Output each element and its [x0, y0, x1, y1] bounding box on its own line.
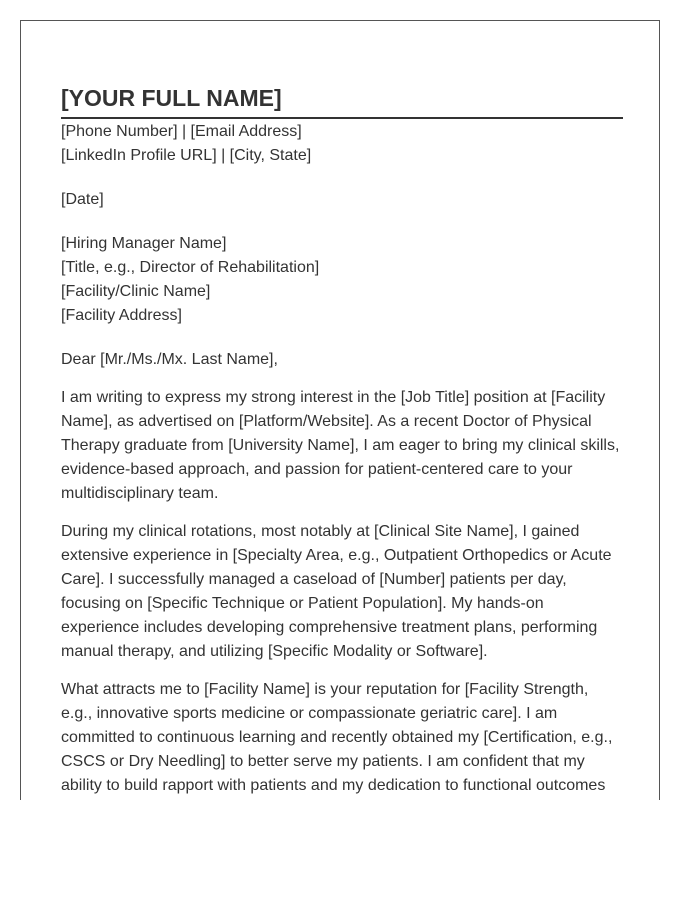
paragraph-line: multidisciplinary team. — [61, 485, 219, 502]
paragraph-line: experience includes developing comprehensive treatment plans, performing — [61, 619, 598, 636]
salutation: Dear [Mr./Ms./Mx. Last Name], — [61, 351, 278, 368]
body-paragraph-intro — [61, 386, 623, 506]
paragraph-line: manual therapy, and utilizing [Specific Modality or Software]. — [61, 643, 488, 660]
paragraph-line: committed to continuous learning and recently obtained my [Certification, e.g., — [61, 729, 613, 746]
paragraph-line: ability to build rapport with patients and my dedication to functional outcomes — [61, 777, 606, 794]
contact-line-phone-email: [Phone Number] | [Email Address] — [61, 123, 302, 140]
paragraph-line: Therapy graduate from [University Name], I am eager to bring my clinical skills, — [61, 437, 620, 454]
paragraph-line: Name], as advertised on [Platform/Website]. As a recent Doctor of Physical — [61, 413, 592, 430]
paragraph-line: I am writing to express my strong interest in the [Job Title] position at [Facility — [61, 389, 606, 406]
recipient-title: [Title, e.g., Director of Rehabilitation] — [61, 259, 320, 276]
paragraph-line: focusing on [Specific Technique or Patient Population]. My hands-on — [61, 595, 544, 612]
paragraph-line: evidence-based approach, and passion for patient-centered care to your — [61, 461, 573, 478]
recipient-facility: [Facility/Clinic Name] — [61, 283, 211, 300]
paragraph-line: CSCS or Dry Needling] to better serve my patients. I am confident that my — [61, 753, 585, 770]
letter-content — [61, 83, 623, 798]
recipient-block — [61, 232, 623, 328]
body-paragraph-experience — [61, 520, 623, 664]
paragraph-line: extensive experience in [Specialty Area, e.g., Outpatient Orthopedics or Acute — [61, 547, 612, 564]
applicant-name: [YOUR FULL NAME] — [61, 83, 623, 119]
contact-info — [61, 120, 623, 168]
paragraph-line: During my clinical rotations, most notably at [Clinical Site Name], I gained — [61, 523, 580, 540]
recipient-name: [Hiring Manager Name] — [61, 235, 227, 252]
letter-page — [20, 20, 660, 800]
paragraph-line: Care]. I successfully managed a caseload of [Number] patients per day, — [61, 571, 567, 588]
letter-date: [Date] — [61, 191, 104, 208]
contact-line-linkedin-location: [LinkedIn Profile URL] | [City, State] — [61, 147, 312, 164]
paragraph-line: What attracts me to [Facility Name] is your reputation for [Facility Strength, — [61, 681, 589, 698]
paragraph-line: e.g., innovative sports medicine or compassionate geriatric care]. I am — [61, 705, 558, 722]
recipient-address: [Facility Address] — [61, 307, 182, 324]
body-paragraph-motivation — [61, 678, 623, 798]
